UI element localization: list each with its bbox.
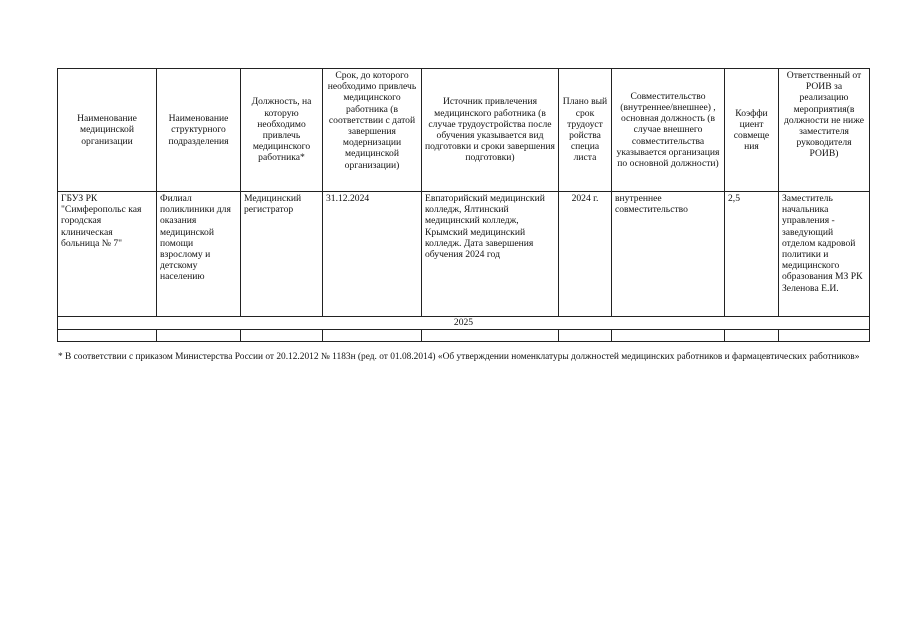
header-combination: Совместительство (внутреннее/внешнее) , основная должность (в случае внешнего совместительства указывается организация по основной должности) [612, 69, 725, 192]
empty-cell [422, 330, 559, 342]
cell-responsible: Заместитель начальника управления - заведующий отделом кадровой политики и медицинского образования МЗ РК Зеленова Е.И. [779, 192, 870, 317]
cell-source: Евпаторийский медицинский колледж, Ялтинский медицинский колледж, Крымский медицинский колледж. Дата завершения обучения 2024 год [422, 192, 559, 317]
header-department: Наименование структурного подразделения [157, 69, 241, 192]
header-planned-date: Плано вый срок трудоуст ройства специа листа [559, 69, 612, 192]
header-coefficient: Коэффи циент совмеще ния [725, 69, 779, 192]
table-row [58, 192, 870, 317]
empty-cell [241, 330, 323, 342]
empty-cell [779, 330, 870, 342]
empty-row [58, 330, 870, 342]
cell-coefficient: 2,5 [725, 192, 779, 317]
year-label: 2025 [58, 317, 870, 330]
cell-department: Филиал поликлиники для оказания медицинской помощи взрослому и детскому населению [157, 192, 241, 317]
cell-position: Медицинский регистратор [241, 192, 323, 317]
staffing-table [57, 68, 870, 342]
cell-organization: ГБУЗ РК "Симферопольс кая городская клиническая больница № 7" [58, 192, 157, 317]
empty-cell [58, 330, 157, 342]
cell-deadline: 31.12.2024 [323, 192, 422, 317]
header-source: Источник привлечения медицинского работника (в случае трудоустройства после обучения указывается вид подготовки и сроки завершения подготовки) [422, 69, 559, 192]
empty-cell [725, 330, 779, 342]
header-organization: Наименование медицинской организации [58, 69, 157, 192]
header-position: Должность, на которую необходимо привлечь медицинского работника* [241, 69, 323, 192]
year-row [58, 317, 870, 330]
empty-cell [157, 330, 241, 342]
header-deadline: Срок, до которого необходимо привлечь медицинского работника (в соответствии с датой завершения модернизации медицинской организации) [323, 69, 422, 192]
footnote: * В соответствии с приказом Министерства России от 20.12.2012 № 1183н (ред. от 01.08.2014) «Об утверждении номенклатуры должностей медицинских работников и фармацевтических работников» [58, 352, 860, 362]
header-responsible: Ответственный от РОИВ за реализацию мероприятия(в должности не ниже заместителя руководителя РОИВ) [779, 69, 870, 192]
table-header-row [58, 69, 870, 192]
cell-combination: внутреннее совместительство [612, 192, 725, 317]
cell-planned-date: 2024 г. [559, 192, 612, 317]
empty-cell [323, 330, 422, 342]
empty-cell [612, 330, 725, 342]
empty-cell [559, 330, 612, 342]
